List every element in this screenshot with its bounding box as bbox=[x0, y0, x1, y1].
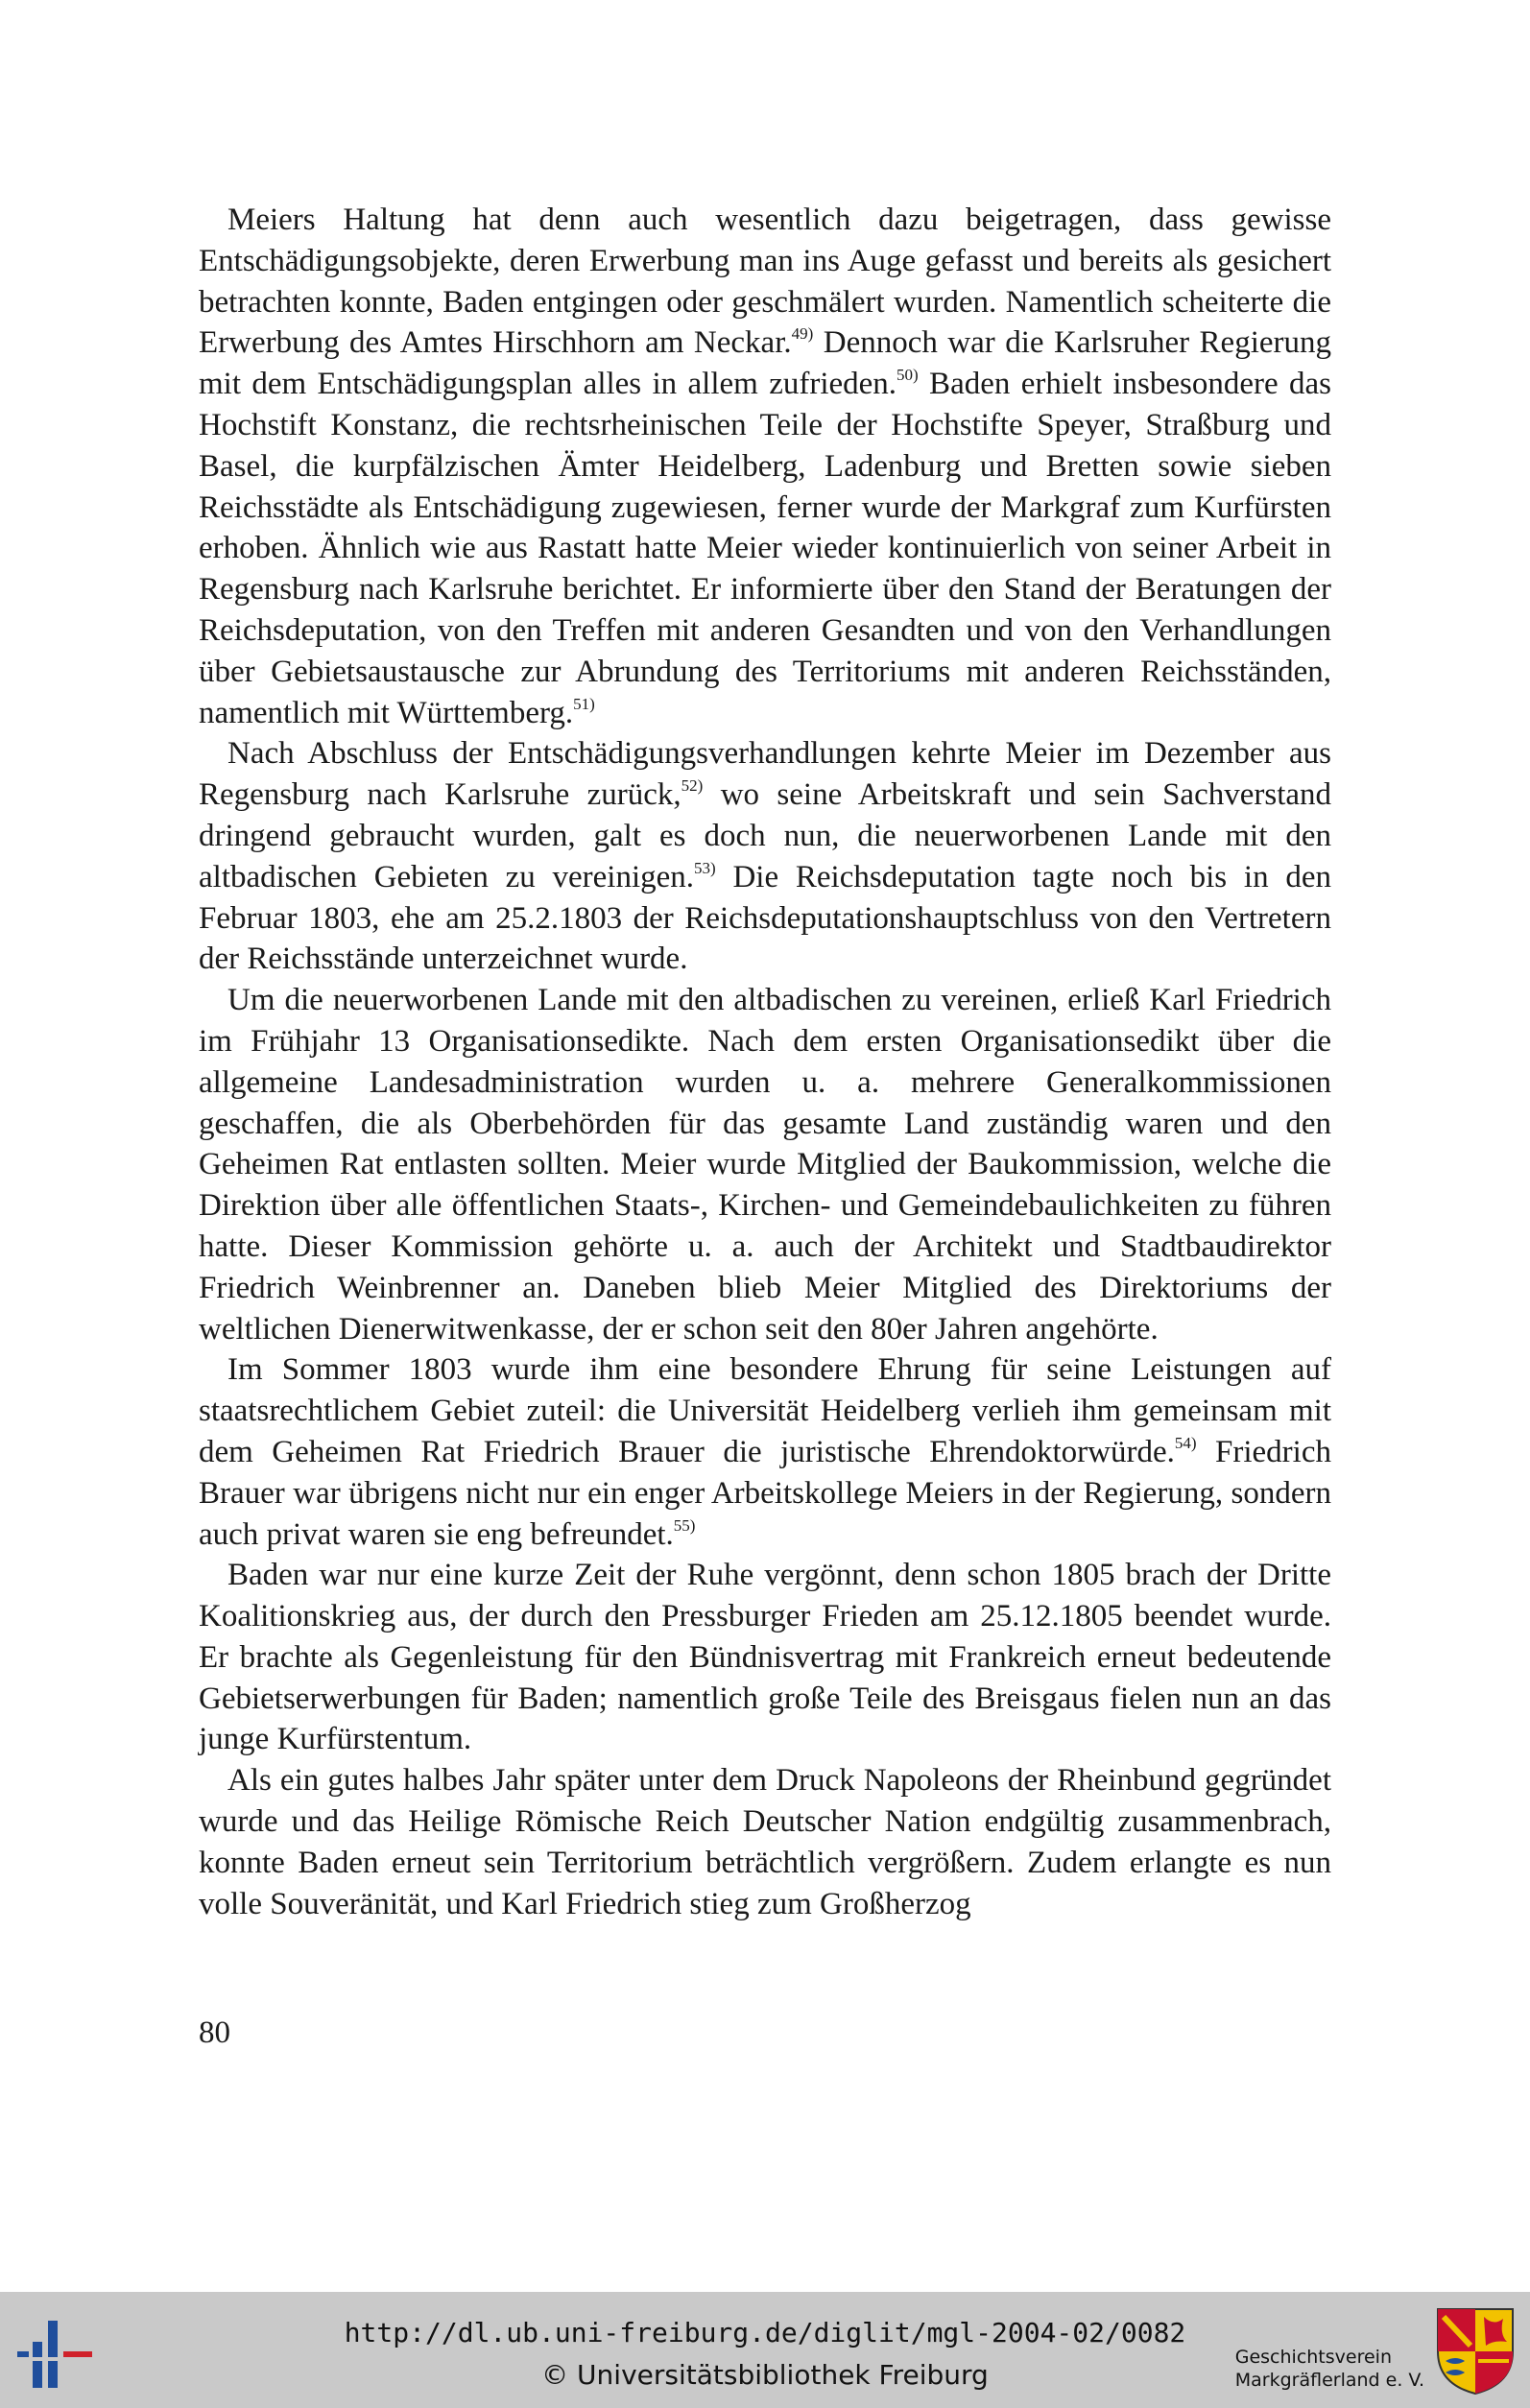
footer-url-link[interactable]: http://dl.ub.uni-freiburg.de/diglit/mgl-2004-02/0082 bbox=[344, 2317, 1186, 2348]
paragraph-text: Meiers Haltung hat denn auch wesentlich dazu beigetragen, dass gewisse Entschädigungsobjekte, deren Erwerbung man ins Auge gefasst und bereits als gesichert betrachten konnte, Baden entgingen oder geschmälert wurden. Namentlich scheiterte die Erwerbung des Amtes Hirschhorn am Neckar. bbox=[199, 203, 1331, 361]
footnote-marker[interactable]: 55) bbox=[673, 1515, 696, 1535]
society-name-line1: Geschichtsverein bbox=[1234, 2347, 1392, 2368]
paragraph-text: Die Reichsdeputation tagte noch bis in den Februar 1803, ehe am 25.2.1803 der Reichsdeputationshauptschluss von den Vertretern der Reichsstände unterzeichnet wurde. bbox=[199, 859, 1331, 977]
paragraph bbox=[199, 1349, 1331, 1555]
footnote-marker[interactable]: 54) bbox=[1174, 1433, 1197, 1452]
paragraph bbox=[199, 1555, 1331, 1760]
footer-copyright: © Universitätsbibliothek Freiburg bbox=[541, 2359, 989, 2391]
paragraph-text: Friedrich Brauer war übrigens nicht nur ein enger Arbeitskollege Meiers in der Regierung, sondern auch privat waren sie eng befreundet. bbox=[199, 1434, 1331, 1552]
paragraph-text: Nach Abschluss der Entschädigungsverhandlungen kehrte Meier im Dezember aus Regensburg nach Karlsruhe zurück, bbox=[199, 736, 1331, 813]
paragraph-text: Um die neuerworbenen Lande mit den altbadischen zu vereinen, erließ Karl Friedrich im Frühjahr 13 Organisationsedikte. Nach dem ersten Organisationsedikt über die allgemeine Landesadministration wurden u. a. mehrere Generalkommissionen geschaffen, die als Oberbehörden für das gesamte Land zuständig waren und den Geheimen Rat entlasten sollten. Meier wurde Mitglied der Baukommission, welche die Direktion über alle öffentlichen Staats-, Kirchen- und Gemeindebaulichkeiten zu führen hatte. Dieser Kommission gehörte u. a. auch der Architekt und Stadtbaudirektor Friedrich Weinbrenner an. Daneben blieb Meier Mitglied des Direktoriums der weltlichen Dienerwitwenkasse, der er schon seit den 80er Jahren angehörte. bbox=[199, 983, 1331, 1347]
footnote-marker[interactable]: 52) bbox=[681, 776, 704, 796]
coat-of-arms-icon bbox=[1436, 2307, 1515, 2396]
society-name-line2: Markgräflerland e. V. bbox=[1234, 2370, 1424, 2391]
footnote-marker[interactable]: 50) bbox=[896, 366, 919, 385]
society-name bbox=[1235, 2346, 1424, 2392]
paragraph-text: Baden erhielt insbesondere das Hochstift Konstanz, die rechtsrheinischen Teile der Hochstifte Speyer, Straßburg und Basel, die kurpfälzischen Ämter Heidelberg, Ladenburg und Bretten sowie sieben Reichsstädte als Entschädigung zugewiesen, ferner wurde der Markgraf zum Kurfürsten erhoben. Ähnlich wie aus Rastatt hatte Meier wieder kontinuierlich von seiner Arbeit in Regensburg nach Karlsruhe berichtet. Er informierte über den Stand der Beratungen der Reichsdeputation, von den Treffen mit anderen Gesandten und von den Verhandlungen über Gebietsaustausche zur Abrundung des Territoriums mit anderen Reichsständen, namentlich mit Württemberg. bbox=[199, 367, 1331, 730]
footnote-marker[interactable]: 51) bbox=[573, 694, 595, 713]
paragraph bbox=[199, 200, 1331, 733]
footnote-marker[interactable]: 53) bbox=[694, 858, 716, 877]
paragraph-text: Baden war nur eine kurze Zeit der Ruhe vergönnt, denn schon 1805 brach der Dritte Koalitionskrieg aus, der durch den Pressburger Frieden am 25.12.1805 beendet wurde. Er brachte als Gegenleistung für den Bündnisvertrag mit Frankreich erneut bedeutende Gebietserwerbungen für Baden; namentlich große Teile des Breisgaus fielen nun an das junge Kurfürstentum. bbox=[199, 1558, 1331, 1757]
body-text bbox=[199, 200, 1331, 1924]
footnote-marker[interactable]: 49) bbox=[791, 324, 814, 344]
paragraph-text: Als ein gutes halbes Jahr später unter dem Druck Napoleons der Rheinbund gegründet wurde und das Heilige Römische Reich Deutscher Nation endgültig zusammenbrach, konnte Baden erneut sein Territorium beträchtlich vergrößern. Zudem erlangte es nun volle Souveränität, und Karl Friedrich stieg zum Großherzog bbox=[199, 1763, 1331, 1921]
paragraph bbox=[199, 1760, 1331, 1924]
footer-bar bbox=[0, 2292, 1530, 2408]
paragraph-text: wo seine Arbeitskraft und sein Sachverstand dringend gebraucht wurden, galt es doch nun, die neuerworbenen Lande mit den altbadischen Gebieten zu vereinigen. bbox=[199, 777, 1332, 894]
paragraph bbox=[199, 733, 1331, 980]
paragraph-text: Dennoch war die Karlsruher Regierung mit dem Entschädigungsplan alles in allem zufrieden. bbox=[199, 325, 1331, 402]
page-number: 80 bbox=[199, 2015, 230, 2050]
paragraph-text: Im Sommer 1803 wurde ihm eine besondere Ehrung für seine Leistungen auf staatsrechtlichem Gebiet zuteil: die Universität Heidelberg verlieh ihm gemeinsam mit dem Geheimen Rat Friedrich Brauer die juristische Ehrendoktorwürde. bbox=[199, 1352, 1331, 1469]
paragraph bbox=[199, 980, 1331, 1349]
